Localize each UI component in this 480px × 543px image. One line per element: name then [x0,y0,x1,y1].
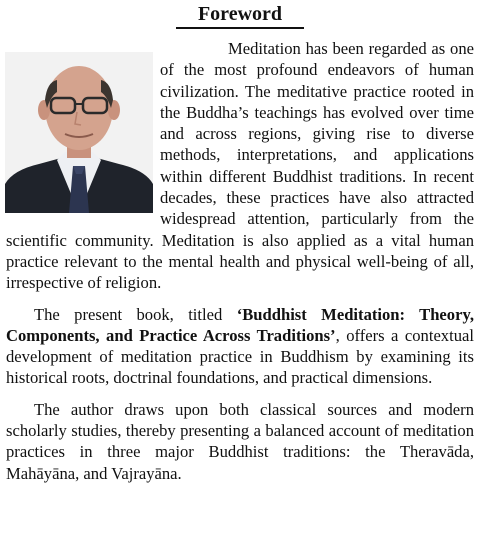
photo-float-spacer [6,38,160,216]
title-underline [176,27,304,29]
paragraph-1: Meditation has been regarded as one of the most profound endeavors of human civilization. The meditative practice rooted in the Buddha’s teachings has evolved over time and across regions, giving rise to diverse methods, interpretations, and applications within different Buddhist traditions. In recent decades, these practices have also attracted widespread attention, particularly from the scientific community. Meditation is also applied as a vital human practice relevant to the mental health and physical well-being of all, irrespective of religion. [6,39,474,293]
paragraph-2: The present book, titled ‘Buddhist Meditation: Theory, Components, and Practice Across Traditions’, offers a contextual development of meditation practice in Buddhism by examining its historical roots, doctrinal foundations, and practical dimensions. [6,304,474,388]
paragraph-3: The author draws upon both classical sources and modern scholarly studies, thereby presenting a balanced account of meditation practices in three major Buddhist traditions: the Theravāda, Mahāyāna, and Vajrayāna. [6,399,474,483]
foreword-body [6,38,474,484]
page-title: Foreword [197,3,283,25]
book-title: ‘Buddhist Meditation: Theory, Components, and Practice Across Traditions’ [6,304,474,345]
